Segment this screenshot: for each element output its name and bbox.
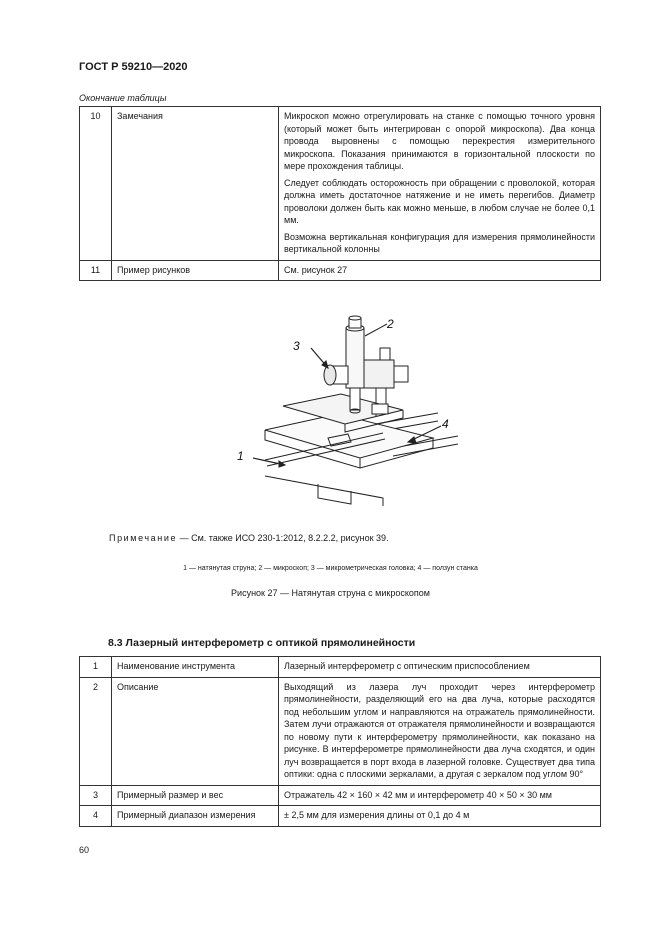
- table-row: [80, 677, 601, 785]
- row-description: Лазерный интерферометр с оптическим приспособлением: [279, 657, 601, 678]
- table-row: [80, 785, 601, 806]
- row-description: Выходящий из лазера луч проходит через интерферометр прямолинейности, разделяющий его на два луча, которые расходятся под небольшим углом и направляются на отражатель прямолинейности. Затем лучи отражаются от отражателя прямолинейности и возвращаются по новому пути к интерферометру прямолинейности, как показано на рисунке. В интерферометре прямолинейности два луча сходятся, и один луч возвращается в порт входа в лазерной головке. Существует два типа оптики: одна с плоскими зеркалами, а другая с зеркалом под углом 90°: [279, 677, 601, 785]
- row-number: 11: [80, 260, 112, 281]
- callout-line-2: [365, 324, 387, 336]
- support-bracket: [364, 360, 394, 388]
- figure-note: [109, 533, 389, 543]
- callout-4: 4: [442, 417, 449, 431]
- row-number: 3: [80, 785, 112, 806]
- row-description: [279, 107, 601, 261]
- document-header: ГОСТ Р 59210—2020: [79, 61, 188, 73]
- table-row: [80, 806, 601, 827]
- table-row: [80, 657, 601, 678]
- row-description: Отражатель 42 × 160 × 42 мм и интерферометр 40 × 50 × 30 мм: [279, 785, 601, 806]
- row-number: 10: [80, 107, 112, 261]
- callout-3: 3: [293, 339, 300, 353]
- row-name: Пример рисунков: [112, 260, 279, 281]
- callout-2: 2: [387, 317, 394, 331]
- microscope-tube: [346, 328, 364, 388]
- remarks-paragraph: Микроскоп можно отрегулировать на станке с помощью точного уровня (который может быть интегрирован с опорой микроскопа). Два конца провода выровнены с помощью перекрестия измерительного микроскопа. Показания принимаются в горизонтальной плоскости по мере прохождения таблицы.: [284, 111, 595, 171]
- table-end: [79, 106, 601, 281]
- note-text: — См. также ИСО 230-1:2012, 8.2.2.2, рисунок 39.: [177, 533, 389, 543]
- table-laser-interferometer: [79, 656, 601, 827]
- row-name: Наименование инструмента: [112, 657, 279, 678]
- figure-caption: Рисунок 27 — Натянутая струна с микроскопом: [231, 588, 430, 598]
- row-name: Примерный размер и вес: [112, 785, 279, 806]
- figure-legend: 1 — натянутая струна; 2 — микроскоп; 3 — микрометрическая головка; 4 — ползун станка: [183, 565, 478, 572]
- row-name: Описание: [112, 677, 279, 785]
- eyepiece-top: [349, 316, 361, 320]
- microscope-figure: [233, 308, 463, 506]
- row-name: Замечания: [112, 107, 279, 261]
- support-foot: [372, 404, 388, 414]
- page-number: 60: [79, 845, 90, 855]
- micrometer-knob: [324, 365, 336, 385]
- table-row: [80, 107, 601, 261]
- row-description: ± 2,5 мм для измерения длины от 0,1 до 4 м: [279, 806, 601, 827]
- row-number: 1: [80, 657, 112, 678]
- row-name: Примерный диапазон измерения: [112, 806, 279, 827]
- row-number: 4: [80, 806, 112, 827]
- remarks-paragraph: Следует соблюдать осторожность при обращении с проволокой, которая должна иметь достаточное натяжение и не иметь перегибов. Диаметр проволоки должен быть как можно меньше, в любом случае не более 0,1 мм.: [284, 177, 595, 225]
- objective: [350, 388, 360, 410]
- table-row: [80, 260, 601, 281]
- bracket-clamp: [380, 348, 390, 360]
- continuation-label: Окончание таблицы: [79, 93, 167, 103]
- remarks-paragraph: Возможна вертикальная конфигурация для измерения прямолинейности вертикальной колонны: [284, 231, 595, 254]
- row-number: 2: [80, 677, 112, 785]
- side-knob: [394, 366, 408, 382]
- callout-1: 1: [237, 449, 244, 463]
- section-title: 8.3 Лазерный интерферометр с оптикой прямолинейности: [108, 637, 416, 649]
- base-edge: [265, 476, 383, 506]
- row-description: См. рисунок 27: [279, 260, 601, 281]
- note-label: Примечание: [109, 533, 178, 543]
